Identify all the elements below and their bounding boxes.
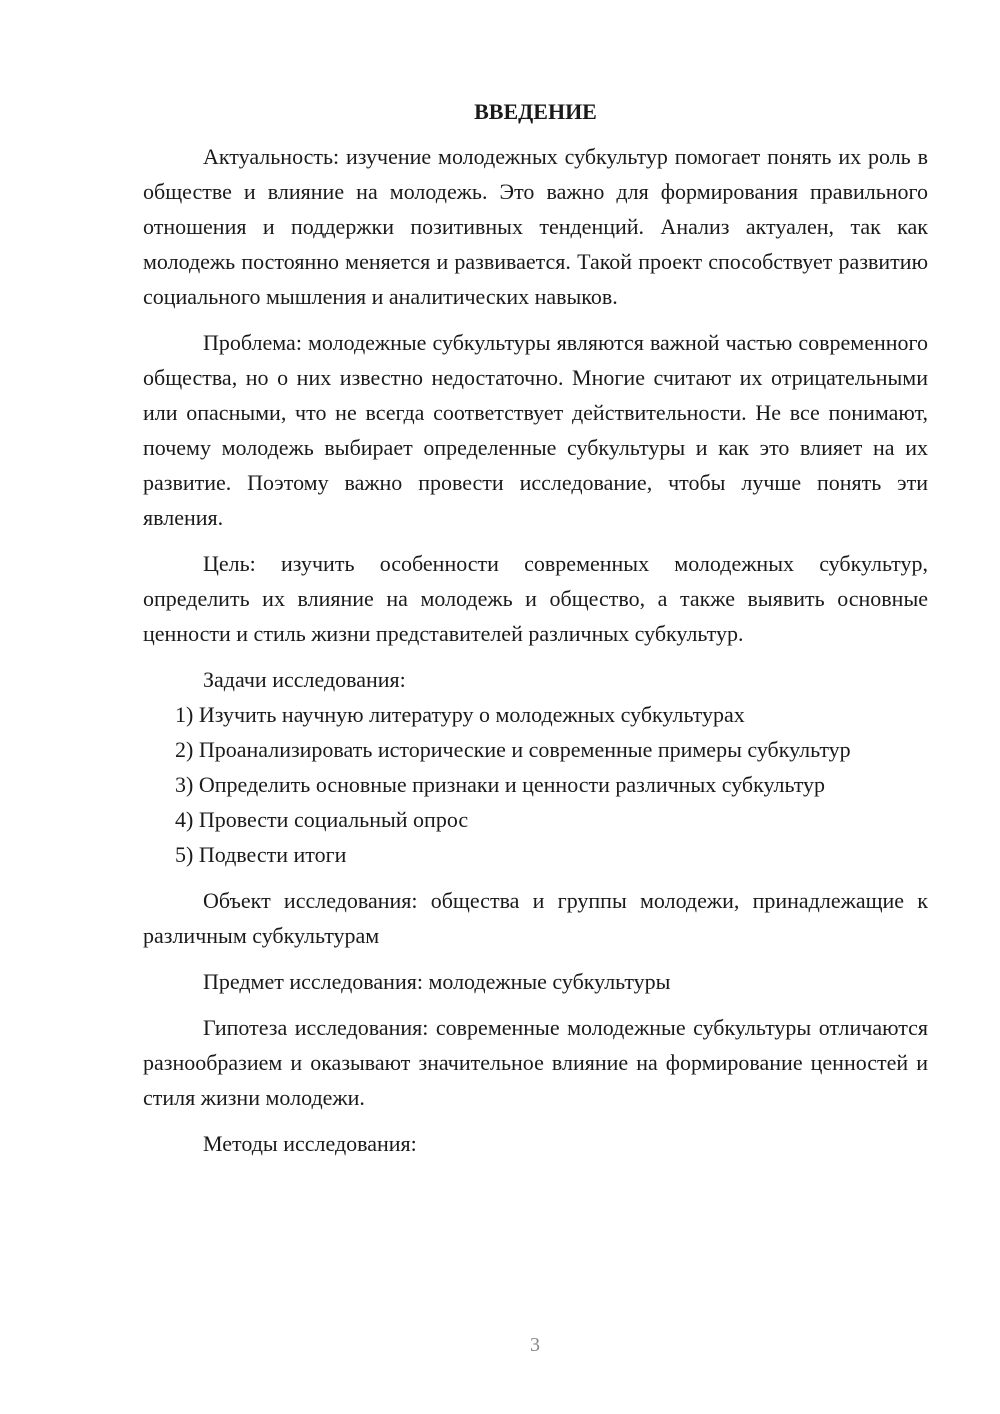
paragraph-object: Объект исследования: общества и группы молодежи, принадлежащие к различным субкультурам	[143, 888, 928, 948]
paragraph-subject: Предмет исследования: молодежные субкультуры	[203, 969, 671, 994]
task-item-5: 5) Подвести итоги	[175, 842, 347, 867]
page-number: 3	[530, 1334, 540, 1356]
page-content	[143, 94, 928, 1161]
paragraph-hypothesis: Гипотеза исследования: современные молодежные субкультуры отличаются разнообразием и оказывают значительное влияние на формирование ценностей и стиля жизни молодежи.	[143, 1015, 928, 1110]
task-item-4: 4) Провести социальный опрос	[175, 807, 469, 832]
task-item-2: 2) Проанализировать исторические и современные примеры субкультур	[175, 737, 851, 762]
paragraph-problem: Проблема: молодежные субкультуры являются важной частью современного общества, но о них известно недостаточно. Многие считают их отрицательными или опасными, что не всегда соответствует действительности. Не все понимают, почему молодежь выбирает определенные субкультуры и как это влияет на их развитие. Поэтому важно провести исследование, чтобы лучше понять эти явления.	[143, 330, 928, 530]
task-item-3: 3) Определить основные признаки и ценности различных субкультур	[175, 772, 826, 797]
paragraph-relevance: Актуальность: изучение молодежных субкультур помогает понять их роль в обществе и влияние на молодежь. Это важно для формирования правильного отношения и поддержки позитивных тенденций. Анализ актуален, так как молодежь постоянно меняется и развивается. Такой проект способствует развитию социального мышления и аналитических навыков.	[143, 144, 928, 309]
section-title: ВВЕДЕНИЕ	[474, 99, 597, 124]
tasks-heading: Задачи исследования:	[203, 667, 406, 692]
methods-heading: Методы исследования:	[203, 1131, 417, 1156]
paragraph-goal: Цель: изучить особенности современных молодежных субкультур, определить их влияние на молодежь и общество, а также выявить основные ценности и стиль жизни представителей различных субкультур.	[143, 551, 928, 646]
task-item-1: 1) Изучить научную литературу о молодежных субкультурах	[175, 702, 745, 727]
